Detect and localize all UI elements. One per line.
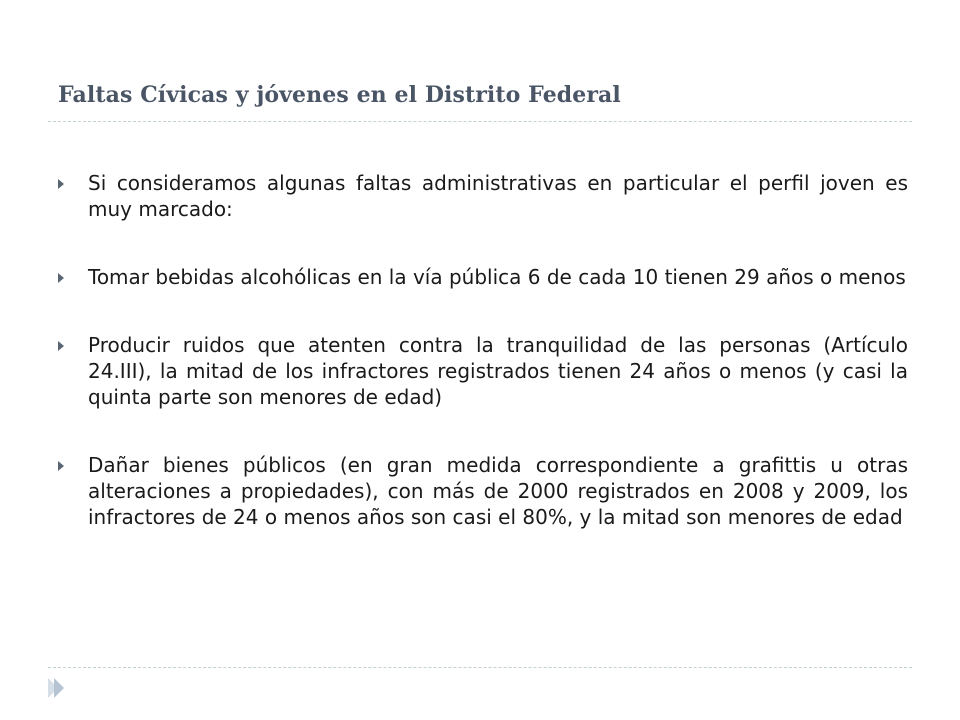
triangle-right-icon — [58, 179, 64, 189]
bullet-text: Si consideramos algunas faltas administrativas en particular el perfil joven es muy marcado: — [88, 171, 908, 221]
bullet-item — [58, 264, 908, 290]
bullet-text: Tomar bebidas alcohólicas en la vía pública 6 de cada 10 tienen 29 años o menos — [88, 265, 906, 289]
bullet-item — [58, 452, 908, 530]
slide-title: Faltas Cívicas y jóvenes en el Distrito Federal — [58, 82, 621, 108]
bullet-item — [58, 170, 908, 222]
triangle-right-icon — [58, 461, 64, 471]
triangle-right-icon — [58, 341, 64, 351]
double-chevron-right-icon — [46, 676, 66, 700]
footer-divider — [48, 667, 912, 668]
title-divider — [48, 121, 912, 122]
bullet-item — [58, 332, 908, 410]
bullet-text: Producir ruidos que atenten contra la tranquilidad de las personas (Artículo 24.III), la mitad de los infractores registrados tienen 24 años o menos (y casi la quinta parte son menores de edad) — [88, 333, 908, 409]
bullet-text: Dañar bienes públicos (en gran medida correspondiente a grafittis u otras alteraciones a propiedades), con más de 2000 registrados en 2008 y 2009, los infractores de 24 o menos años son casi el 80%, y la mitad son menores de edad — [88, 453, 908, 529]
triangle-right-icon — [58, 273, 64, 283]
bullet-list — [58, 170, 908, 572]
